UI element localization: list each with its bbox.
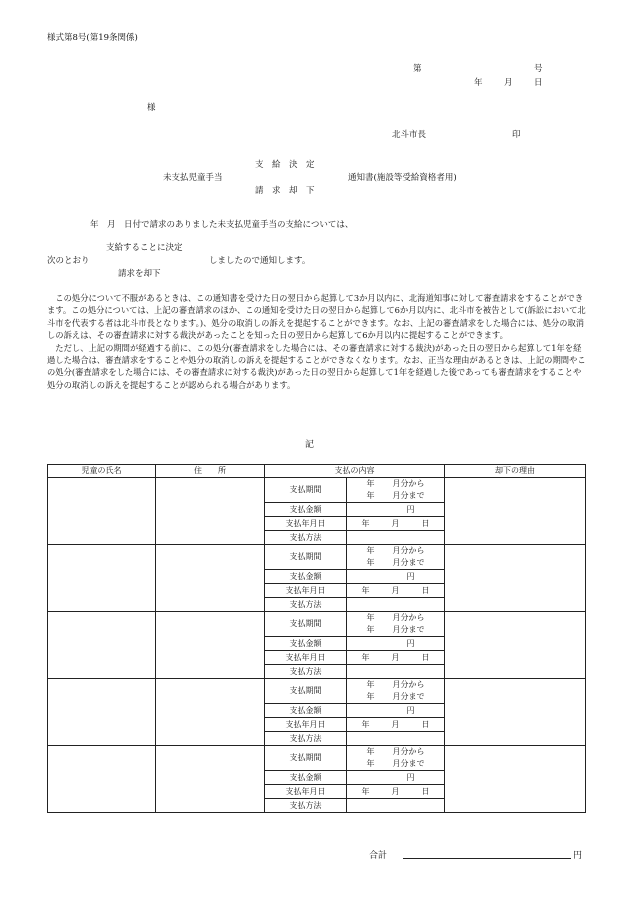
pay-date-year: 年 [361,786,370,796]
period-to-month: 月分まで [392,692,425,702]
period-from-month: 月分から [392,546,425,556]
period-value[interactable] [347,478,445,503]
method-value[interactable] [347,598,445,612]
title-right: 通知書(施設等受給資格者用) [348,173,457,183]
pay-date-month: 月 [391,786,400,796]
period-from-year: 年 [366,613,375,623]
date-label: 支払年月日 [265,785,347,799]
period-to-month: 月分まで [392,625,425,635]
date-label: 支払年月日 [265,651,347,665]
pay-date-year: 年 [361,585,370,595]
table-row [48,746,586,771]
table-header-row [48,465,586,478]
method-value[interactable] [347,665,445,679]
method-value[interactable] [347,732,445,746]
pay-date-day: 日 [421,585,430,595]
pay-date-month: 月 [391,719,400,729]
intro-lead: 次のとおり [47,256,90,266]
table-row [48,545,586,570]
period-value[interactable] [347,612,445,637]
address-cell[interactable] [156,746,265,813]
amount-label: 支払金額 [265,704,347,718]
date-year: 年 [474,78,483,88]
title-left: 未支払児童手当 [163,173,223,183]
period-label: 支払期間 [265,478,347,503]
period-from-month: 月分から [392,613,425,623]
amount-yen: 円 [406,772,415,782]
amount-value[interactable] [347,771,445,785]
header-child-name: 児童の氏名 [48,465,156,478]
period-from-year: 年 [366,747,375,757]
method-value[interactable] [347,799,445,813]
period-from-month: 月分から [392,747,425,757]
period-to-month: 月分まで [392,491,425,501]
notice-paragraph-2: ただし、上記の期間が経過する前に、この処分(審査請求をした場合には、その審査請求に対する裁決)があった日の翌日から起算して1年を経過した場合は、審査請求をすることや処分の取消しの訴えを提起することができなくなります。なお、正当な理由があるときは、上記の期間やこの処分(審査請求をした場合には、その審査請求に対する裁決)があった日の翌日から起算して1年を経過した後であっても審査請求をすることや処分の取消しの訴えを提起することが認められる場合があります。 [47,342,586,390]
reason-cell[interactable] [445,612,586,679]
period-value[interactable] [347,545,445,570]
method-label: 支払方法 [265,598,347,612]
period-to-month: 月分まで [392,759,425,769]
total-label: 合計 [369,851,388,861]
amount-value[interactable] [347,637,445,651]
notice [47,292,587,391]
header-reason: 却下の理由 [445,465,586,478]
date-day: 日 [534,78,543,88]
intro-tail: しましたので通知します。 [209,256,311,266]
intro-choice-top: 支給することに決定 [106,243,183,253]
period-label: 支払期間 [265,612,347,637]
number-prefix: 第 [413,64,422,74]
child-name-cell[interactable] [48,746,156,813]
notice-paragraph-1: この処分について不服があるときは、この通知書を受けた日の翌日から起算して3か月以内に、北海道知事に対して審査請求をすることができます。この処分については、上記の審査請求のほか、この通知を受けた日の翌日から起算して6か月以内に、北斗市を被告として(訴訟において北斗市を代表する者は北斗市長となります。)、処分の取消しの訴えを提起することができます。なお、上記の審査請求をした場合には、処分の取消しの訴えは、その審査請求に対する裁決があったことを知った日の翌日から起算して6か月以内に提起することができます。 [47,293,586,341]
child-name-cell[interactable] [48,478,156,545]
date-value[interactable] [347,718,445,732]
pay-date-year: 年 [361,719,370,729]
amount-yen: 円 [406,638,415,648]
date-label: 支払年月日 [265,718,347,732]
reason-cell[interactable] [445,478,586,545]
reason-cell[interactable] [445,746,586,813]
period-to-month: 月分まで [392,558,425,568]
intro-choice-bottom: 請求を却下 [118,269,161,279]
number-suffix: 号 [534,64,543,74]
reason-cell[interactable] [445,545,586,612]
date-label: 支払年月日 [265,517,347,531]
address-cell[interactable] [156,545,265,612]
date-label: 支払年月日 [265,584,347,598]
pay-date-day: 日 [421,518,430,528]
method-value[interactable] [347,531,445,545]
pay-date-day: 日 [421,652,430,662]
header-address: 住 所 [156,465,265,478]
amount-yen: 円 [406,705,415,715]
method-label: 支払方法 [265,799,347,813]
period-to-year: 年 [366,558,375,568]
date-month: 月 [504,78,513,88]
amount-label: 支払金額 [265,637,347,651]
period-to-year: 年 [366,491,375,501]
reason-cell[interactable] [445,679,586,746]
pay-date-month: 月 [391,518,400,528]
table-row [48,478,586,503]
date-value[interactable] [347,651,445,665]
pay-date-day: 日 [421,786,430,796]
amount-yen: 円 [406,571,415,581]
pay-date-day: 日 [421,719,430,729]
payment-table [47,464,586,813]
amount-value[interactable] [347,704,445,718]
period-label: 支払期間 [265,746,347,771]
period-to-year: 年 [366,692,375,702]
form-id: 様式第8号(第19条関係) [47,33,138,43]
child-name-cell[interactable] [48,679,156,746]
address-cell[interactable] [156,679,265,746]
period-to-year: 年 [366,625,375,635]
amount-value[interactable] [347,570,445,584]
method-label: 支払方法 [265,732,347,746]
date-value[interactable] [347,584,445,598]
title-option-bottom: 請 求 却 下 [255,186,315,196]
method-label: 支払方法 [265,665,347,679]
address-cell[interactable] [156,612,265,679]
period-to-year: 年 [366,759,375,769]
pay-date-year: 年 [361,518,370,528]
pay-date-month: 月 [391,585,400,595]
addressee-suffix: 様 [147,103,156,113]
ki-heading: 記 [305,440,315,450]
child-name-cell[interactable] [48,612,156,679]
child-name-cell[interactable] [48,545,156,612]
intro-line1: 年 月 日付で請求のありました未支払児童手当の支給については、 [90,220,354,230]
total-yen: 円 [573,851,583,861]
date-value[interactable] [347,785,445,799]
method-label: 支払方法 [265,531,347,545]
period-from-month: 月分から [392,680,425,690]
address-cell[interactable] [156,478,265,545]
period-label: 支払期間 [265,679,347,704]
issuer: 北斗市長 [392,130,427,140]
period-from-year: 年 [366,479,375,489]
period-label: 支払期間 [265,545,347,570]
table-row [48,679,586,704]
period-value[interactable] [347,746,445,771]
amount-yen: 円 [406,504,415,514]
amount-value[interactable] [347,503,445,517]
seal: 印 [512,130,521,140]
header-content: 支払の内容 [265,465,445,478]
amount-label: 支払金額 [265,503,347,517]
period-value[interactable] [347,679,445,704]
amount-label: 支払金額 [265,771,347,785]
period-from-year: 年 [366,680,375,690]
title-option-top: 支 給 決 定 [255,160,315,170]
total-line[interactable] [403,858,571,859]
period-from-month: 月分から [392,479,425,489]
period-from-year: 年 [366,546,375,556]
amount-label: 支払金額 [265,570,347,584]
date-value[interactable] [347,517,445,531]
pay-date-month: 月 [391,652,400,662]
table-row [48,612,586,637]
pay-date-year: 年 [361,652,370,662]
